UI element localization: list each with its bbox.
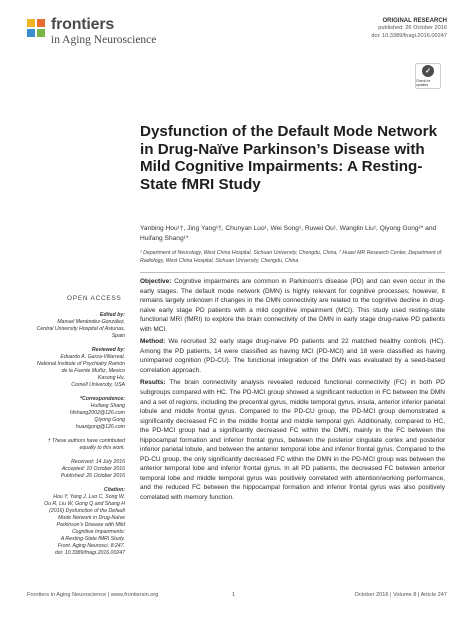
author-list: Yanbing Hou¹†, Jing Yang¹†, Chunyan Luo¹, Wei Song¹, Ruwei Ou¹, Wanglin Liu¹, Qiyong Gong²* and Huifang Shang¹* <box>140 225 437 242</box>
crossmark-icon: ✓ <box>422 65 434 77</box>
footer-journal-link[interactable]: Frontiers in Aging Neuroscience | www.frontiersin.org <box>27 592 159 598</box>
reviewed-by: Reviewed by: Eduardo A. Garza-Villarreal, National Institute of Psychiatry Ramón de la Fuente Muñiz, Mexico Kasong Hu, Cornell University, USA <box>37 347 125 388</box>
journal-logo <box>27 17 156 46</box>
article-meta <box>371 17 447 40</box>
published-date-sidebar: Published: 26 October 2016 <box>60 473 125 479</box>
citation: Citation: Hou Y, Yang J, Luo C, Song W, Ou R, Liu W, Gong Q and Shang H (2016) Dysfunction of the Default Mode Network in Drug-Naïve Parkinson’s Disease with Mild Cognitive Impairments: A Resting-State fMRI Study. Front. Aging Neurosci. 8:247. doi: 10.3389/fnagi.2016.00247 <box>27 487 125 557</box>
citation-doi-link[interactable]: doi: 10.3389/fnagi.2016.00247 <box>54 550 125 556</box>
brand-name: frontiers <box>51 16 115 33</box>
email-link[interactable]: huaxigong@126.com <box>75 424 125 430</box>
article-title: Dysfunction of the Default Mode Network in Drug-Naïve Parkinson’s Disease with Mild Cognitive Impairments: A Resting-State fMRI Study <box>140 123 438 193</box>
article-sidebar <box>27 312 125 564</box>
journal-name: in Aging Neuroscience <box>51 33 157 46</box>
accepted-date: Accepted: 10 October 2016 <box>61 466 125 472</box>
received-date: Received: 14 July 2016 <box>71 459 125 465</box>
open-access-label: OPEN ACCESS <box>67 295 122 302</box>
dates <box>27 459 125 480</box>
affiliations: ¹ Department of Neurology, West China Hospital, Sichuan University, Chengdu, China, ² Huaxi MR Research Center, Department of Radiology, West China Hospital, Sichuan University, Chengdu, China <box>140 250 442 264</box>
check-caption: Check for updates <box>416 79 431 87</box>
abstract-method: Method: We recruited 32 early stage drug-naive PD patients and 22 matched healthy controls (HC). Among the PD patients, 14 were classified as having MCI (PD-MCI) and 18 were classified as having unimpaired cognition (PD-CU). The functional integration of the DMN was evaluated by a seed-based correlation approach. <box>140 338 445 374</box>
email-link[interactable]: hfshang2002@126.com <box>69 410 125 416</box>
article-type: ORIGINAL RESEARCH <box>382 18 447 24</box>
edited-by: Edited by: Manuel Menéndez-González, Central University Hospital of Asturias, Spain <box>36 312 125 339</box>
abstract-objective: Objective: Cognitive impairments are common in Parkinson’s disease (PD) and can even occur in the early stages. The default mode network (DMN) is highly relevant for cognitive processes; however, it remains largely unknown if changes in the DMN connectivity are related to the cognitive decline in drug-naive early stage PD patients with a mild cognitive impairment (MCI). This study used resting-state functional MRI (fMRI) to explore the brain connectivity of the DMN in early stage drug-naive PD patients with MCI. <box>140 278 445 333</box>
abstract <box>140 277 445 506</box>
frontiers-logo-icon <box>27 19 45 37</box>
check-for-updates-button[interactable] <box>415 63 441 89</box>
correspondence: *Correspondence: Huifang Shang hfshang2002@126.com Qiyong Gong huaxigong@126.com <box>27 396 125 431</box>
equal-contribution-note: † These authors have contributed equally to this work. <box>47 438 125 451</box>
divider <box>140 272 445 273</box>
page-footer <box>27 592 447 598</box>
abstract-results: Results: The brain connectivity analysis revealed reduced functional connectivity (FC) in both PD subgroups compared with HC. The PD-MCI group showed a significant reduction in FC between the DMN and a set of regions, including the precentral gyrus, middle temporal gyrus, insula, anterior inferior parietal lobule and middle frontal gyrus. Compared to the PD-CU group, the PD-MCI group demonstrated a significantly decreased FC in the middle frontal and middle temporal gyri. Additionally, compared to HC, the PD-MCI group had a significantly decreased FC within the DMN, mainly in the FC between the hippocampal formation and inferior frontal gyrus, between the posterior cingulate cortex and posterior inferior parietal lobule, and between the anterior temporal lobe and inferior frontal gyrus. Compared to the PD-CU group, the only significantly decreased FC within the DMN in the PD-MCI group was between the anterior temporal lobe and inferior frontal gyrus. In all PD patients, the decreased FC between anterior temporal lobe and middle temporal gyrus was positively correlated with attention/working performance, and the reduced FC between the hippocampal formation and inferior frontal gyrus was also positively correlated with memory function. <box>140 379 445 502</box>
doi-link[interactable]: doi: 10.3389/fnagi.2016.00247 <box>371 32 447 39</box>
page-number: 1 <box>232 592 236 598</box>
published-date: published: 26 October 2016 <box>378 25 447 32</box>
footer-issue: October 2016 | Volume 8 | Article 247 <box>354 592 447 598</box>
